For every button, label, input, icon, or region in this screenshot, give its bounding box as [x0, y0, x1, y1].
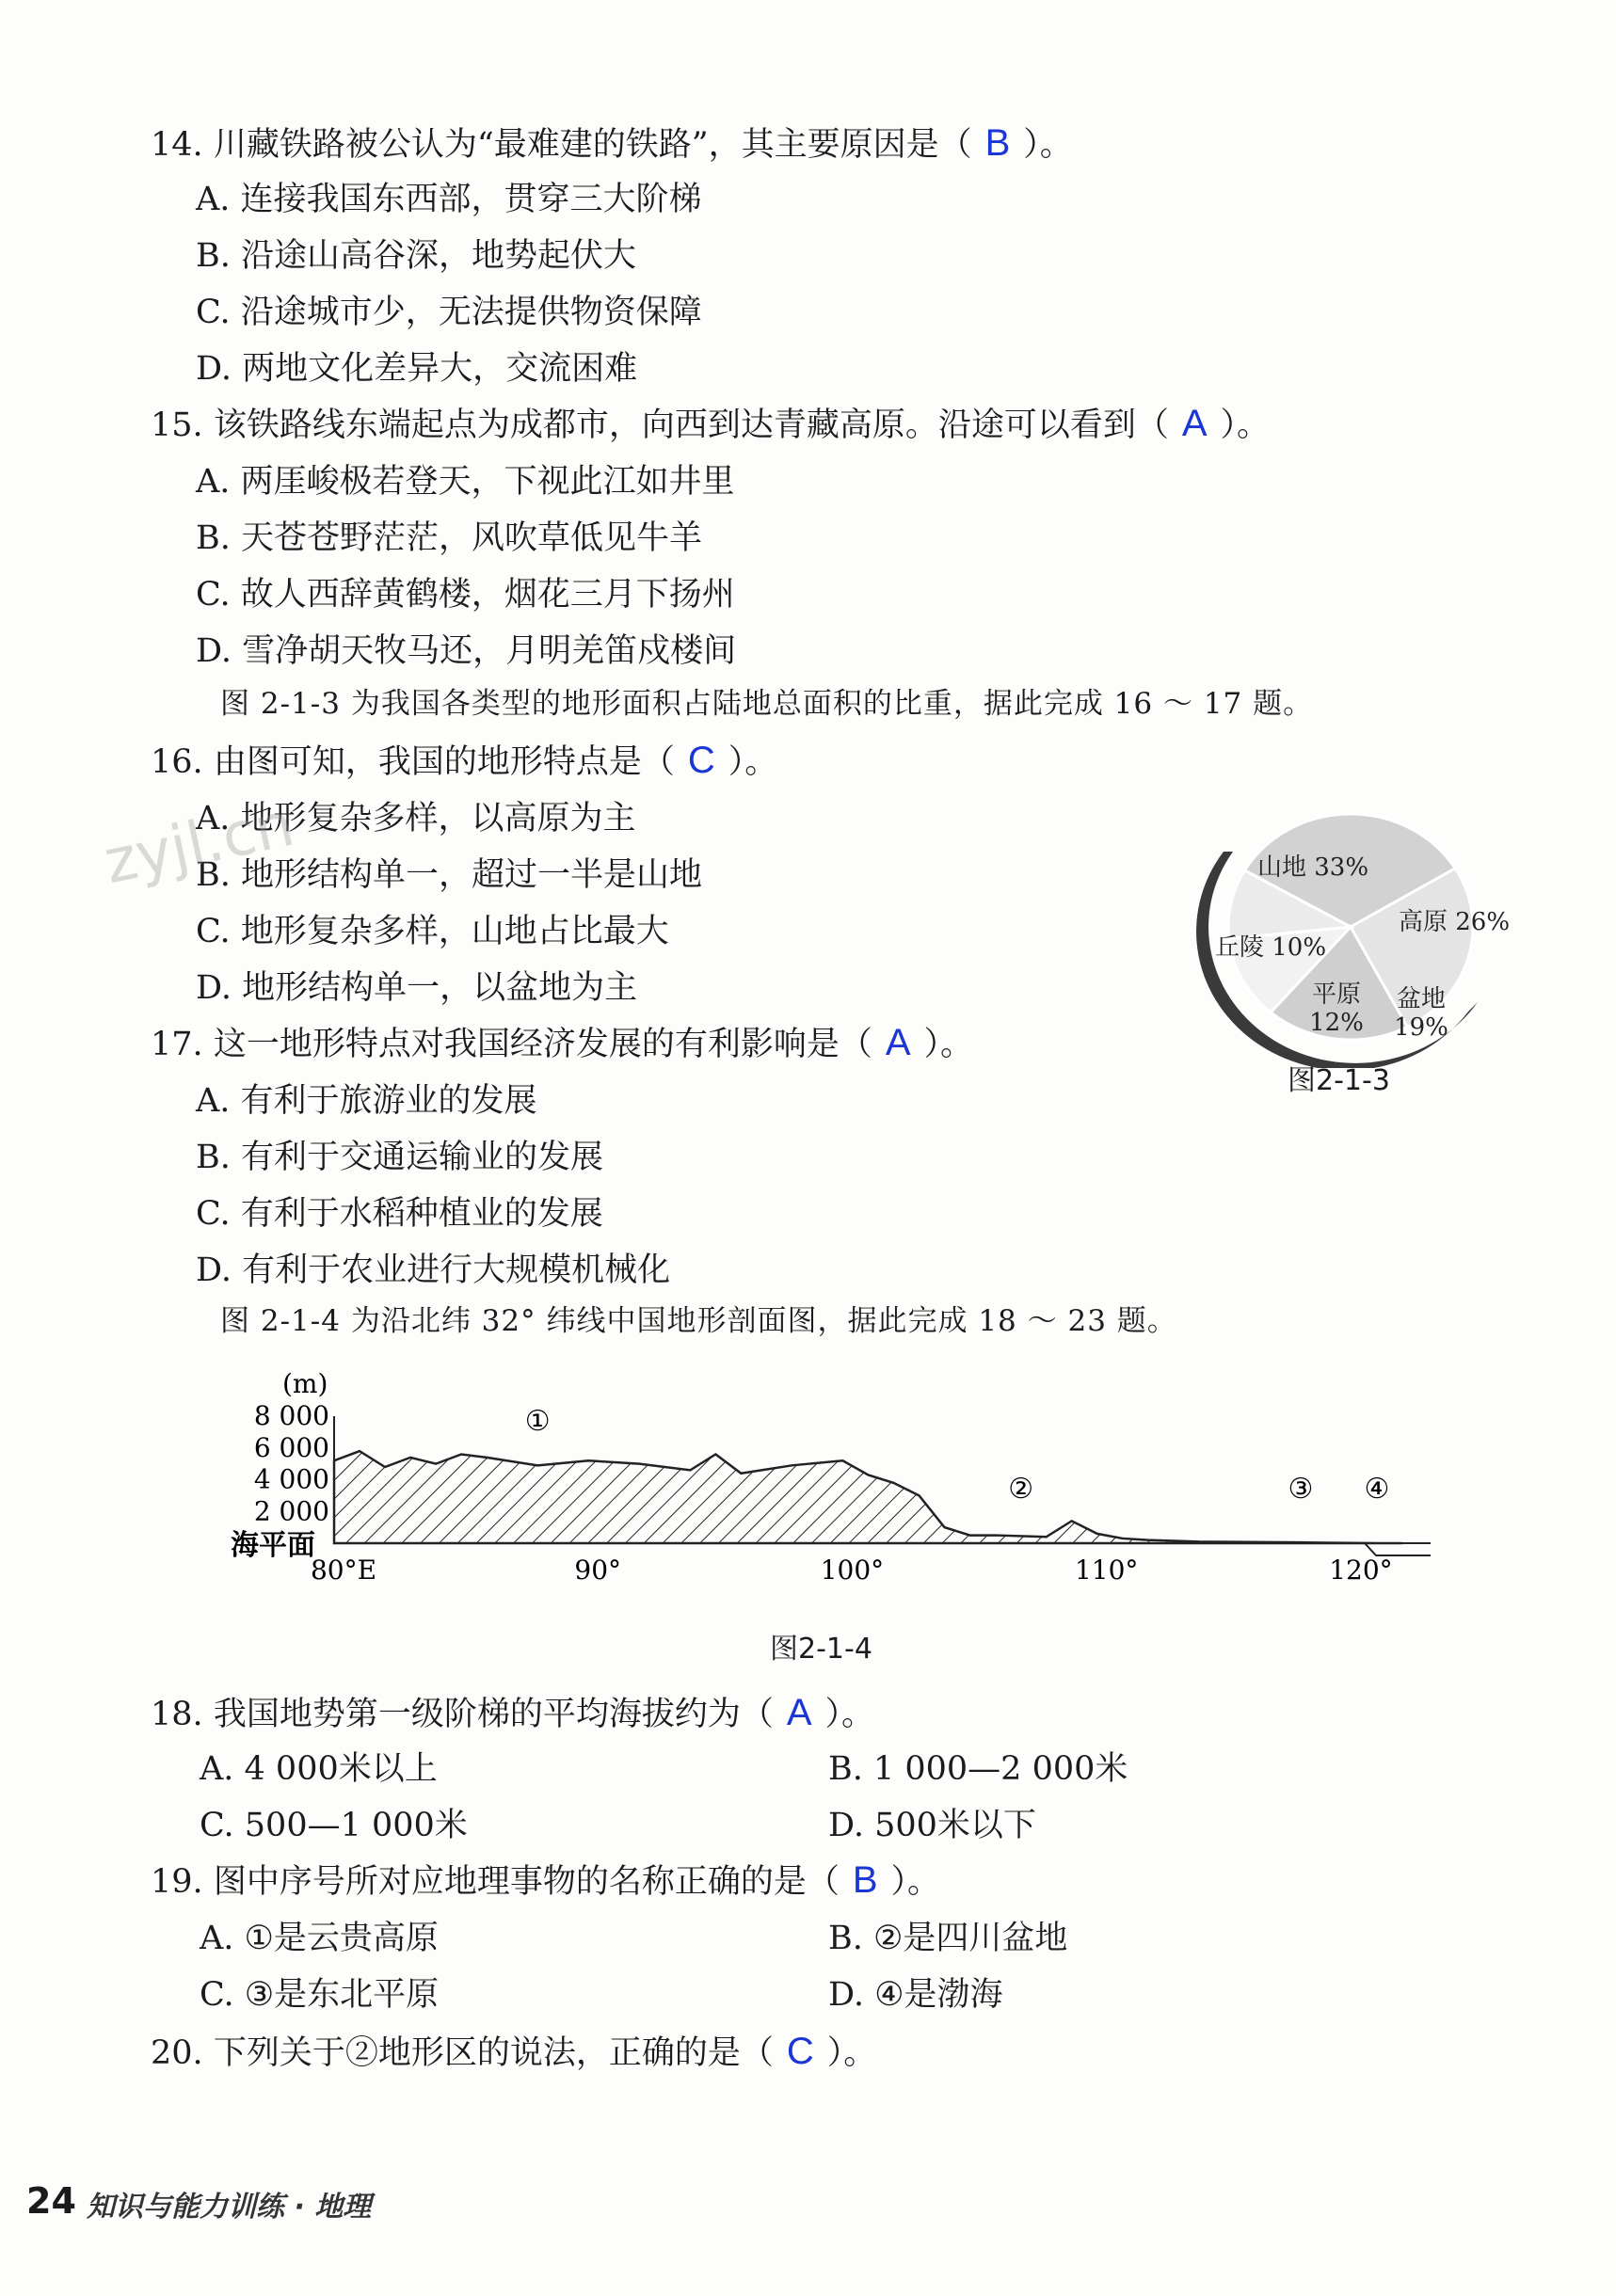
question-19: 19. 图中序号所对应地理事物的名称正确的是（ B ）。 [151, 1859, 941, 1901]
option-a: A. 两厓峻极若登天，下视此江如井里 [196, 463, 735, 501]
region-marker: ③ [1288, 1473, 1314, 1506]
question-17: 17. 这一地形特点对我国经济发展的有利影响是（ A ）。 [151, 1022, 974, 1063]
answer-mark: A [786, 1692, 812, 1733]
question-text: 下列关于②地形区的说法，正确的是（ [213, 2034, 774, 2072]
answer-mark: B [984, 122, 1011, 164]
answer-mark: A [885, 1022, 911, 1063]
x-tick-label: 100° [820, 1555, 885, 1586]
option-c: C. 故人西辞黄鹤楼，烟花三月下扬州 [196, 576, 735, 614]
question-14: 14. 川藏铁路被公认为“最难建的铁路”，其主要原因是（ B ）。 [151, 122, 1073, 164]
profile-caption: 图2-1-4 [770, 1633, 872, 1666]
question-number: 15. [151, 407, 203, 444]
question-text: 这一地形特点对我国经济发展的有利影响是（ [213, 1026, 872, 1063]
question-16: 16. 由图可知，我国的地形特点是（ C ）。 [151, 740, 778, 781]
answer-mark: A [1181, 403, 1208, 444]
terrain-profile-chart [226, 1364, 1449, 1600]
page-number: 24 [26, 2180, 76, 2222]
y-tick-label: 2 000 [253, 1495, 329, 1527]
option-a: A. 4 000米以上 [200, 1750, 438, 1788]
answer-mark: C [786, 2031, 814, 2072]
option-d: D. 有利于农业进行大规模机械化 [196, 1252, 671, 1289]
question-text: 川藏铁路被公认为“最难建的铁路”，其主要原因是（ [213, 126, 972, 164]
option-a: A. 有利于旅游业的发展 [196, 1082, 537, 1120]
pie-label-value: 19% [1394, 1013, 1448, 1042]
option-a: A. 连接我国东西部，贯穿三大阶梯 [196, 181, 702, 218]
option-d: D. 雪净胡天牧马还，月明羌笛戍楼间 [196, 632, 737, 670]
y-tick-label: 8 000 [253, 1400, 329, 1431]
question-text: 图中序号所对应地理事物的名称正确的是（ [213, 1863, 840, 1901]
pie-label-name: 平原 [1311, 981, 1362, 1009]
option-d: D. 两地文化差异大，交流困难 [196, 350, 638, 388]
intro-fig-2-1-4: 图 2-1-4 为沿北纬 32° 纬线中国地形剖面图，据此完成 18 ～ 23 题。 [220, 1304, 1177, 1338]
option-b: B. ②是四川盆地 [828, 1920, 1068, 1957]
question-number: 17. [151, 1026, 203, 1063]
y-tick-label: 4 000 [253, 1463, 329, 1495]
option-b: B. 地形结构单一，超过一半是山地 [196, 856, 702, 894]
question-number: 18. [151, 1696, 203, 1733]
x-tick-label: 120° [1329, 1555, 1393, 1586]
y-tick-label: 6 000 [253, 1431, 329, 1463]
pie-label: 高原 26% [1398, 908, 1511, 936]
question-text: 由图可知，我国的地形特点是（ [213, 743, 675, 781]
y-unit: (m) [282, 1368, 328, 1399]
region-marker: ④ [1364, 1473, 1390, 1506]
intro-fig-2-1-3: 图 2-1-3 为我国各类型的地形面积占陆地总面积的比重，据此完成 16 ～ 17 题。 [220, 687, 1314, 721]
pie-label-name: 盆地 [1396, 985, 1447, 1013]
option-c: C. 沿途城市少，无法提供物资保障 [196, 294, 702, 331]
question-15: 15. 该铁路线东端起点为成都市，向西到达青藏高原。沿途可以看到（ A ）。 [151, 403, 1271, 444]
book-title: 知识与能力训练 · 地理 [87, 2191, 372, 2224]
question-number: 20. [151, 2034, 203, 2072]
question-20: 20. 下列关于②地形区的说法，正确的是（ C ）。 [151, 2031, 877, 2072]
question-number: 14. [151, 126, 203, 164]
option-a: A. 地形复杂多样，以高原为主 [196, 800, 636, 837]
answer-mark: B [852, 1859, 878, 1901]
option-c: C. ③是东北平原 [200, 1976, 440, 2014]
option-d: D. 地形结构单一，以盆地为主 [196, 969, 638, 1007]
region-marker: ① [524, 1405, 551, 1438]
pie-caption: 图2-1-3 [1288, 1064, 1390, 1097]
answer-mark: C [687, 740, 715, 781]
option-b: B. 天苍苍野茫茫，风吹草低见牛羊 [196, 519, 702, 557]
x-tick-label: 90° [574, 1555, 622, 1586]
pie-label-value: 12% [1309, 1009, 1364, 1037]
question-number: 19. [151, 1863, 203, 1901]
region-marker: ② [1008, 1473, 1034, 1506]
pie-label: 丘陵 10% [1214, 933, 1327, 962]
option-a: A. ①是云贵高原 [200, 1920, 439, 1957]
question-text: 该铁路线东端起点为成都市，向西到达青藏高原。沿途可以看到（ [213, 407, 1169, 444]
option-b: B. 1 000—2 000米 [828, 1750, 1128, 1788]
option-c: C. 地形复杂多样，山地占比最大 [196, 913, 669, 950]
option-d: D. ④是渤海 [828, 1976, 1003, 2014]
x-tick-label: 110° [1074, 1555, 1139, 1586]
pie-chart [1186, 795, 1525, 1068]
option-d: D. 500米以下 [828, 1807, 1036, 1844]
question-number: 16. [151, 743, 203, 781]
option-c: C. 500—1 000米 [200, 1807, 468, 1844]
question-text: 我国地势第一级阶梯的平均海拔约为（ [213, 1696, 774, 1733]
coast-shape [1365, 1543, 1431, 1555]
question-18: 18. 我国地势第一级阶梯的平均海拔约为（ A ）。 [151, 1692, 875, 1733]
option-c: C. 有利于水稻种植业的发展 [196, 1195, 603, 1233]
pie-label: 山地 33% [1256, 853, 1369, 882]
option-b: B. 沿途山高谷深，地势起伏大 [196, 237, 636, 275]
x-tick-label: 80°E [310, 1555, 377, 1586]
sea-level-label: 海平面 [231, 1529, 315, 1562]
option-b: B. 有利于交通运输业的发展 [196, 1139, 603, 1176]
terrain-area [334, 1451, 1402, 1543]
watermark: zyjl.cn [98, 789, 300, 899]
